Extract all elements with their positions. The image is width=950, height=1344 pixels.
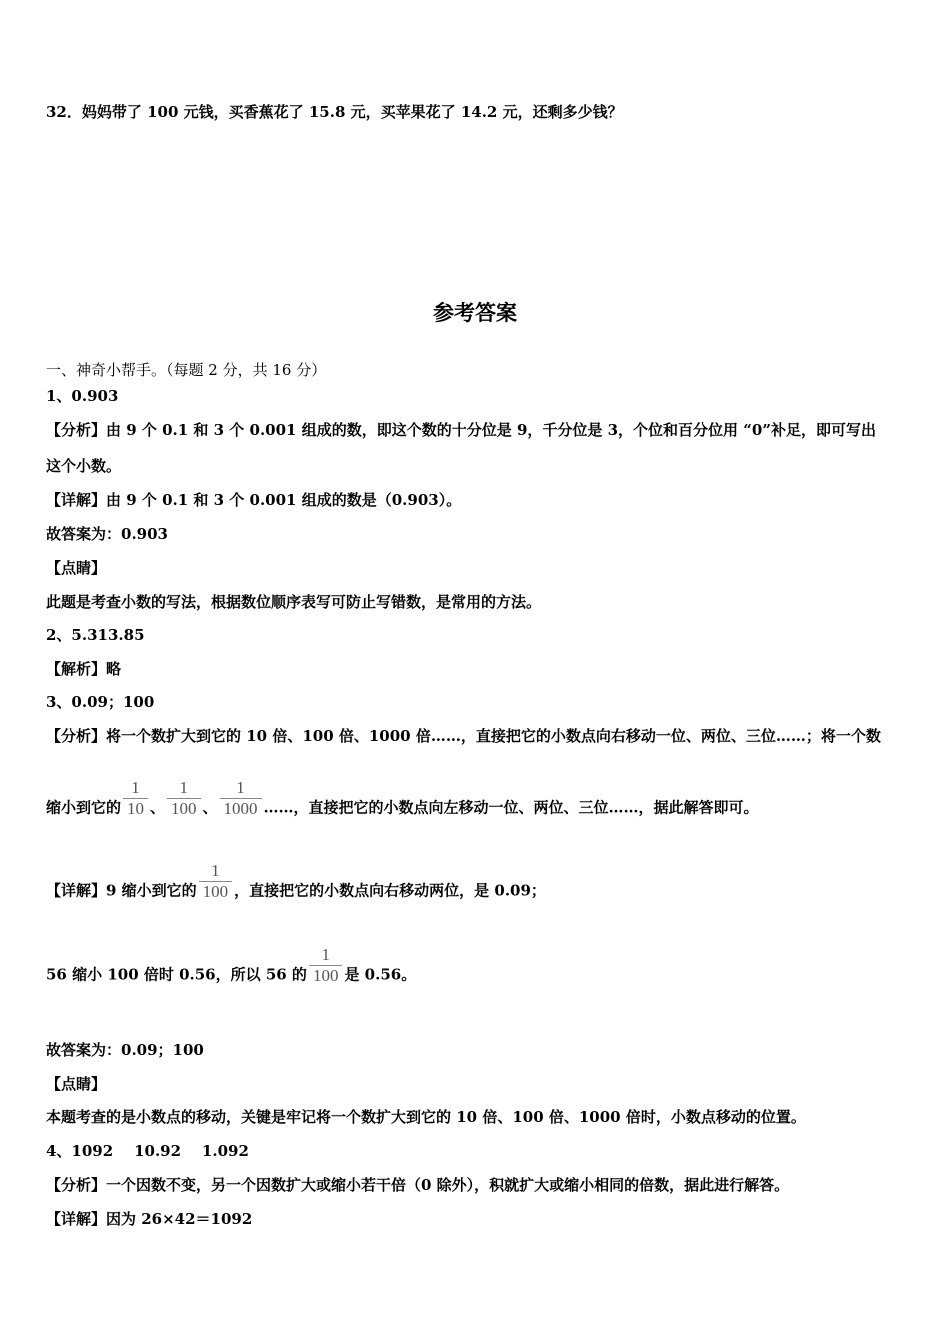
- fraction-numerator: 1: [199, 861, 233, 882]
- answer-3-analysis: 【分析】将一个数扩大到它的 10 倍、100 倍、1000 倍……，直接把它的小数点向右移动一位、两位、三位……；将一个数: [46, 727, 881, 745]
- text-fragment: ，直接把它的小数点向右移动两位，是 0.09；: [234, 881, 546, 900]
- answer-1-detail: 【详解】由 9 个 0.1 和 3 个 0.001 组成的数是（0.903）。: [46, 491, 462, 509]
- fraction-1-100: [309, 945, 343, 986]
- answer-3-detail: [46, 861, 906, 912]
- answer-1-comment: 此题是考查小数的写法，根据数位顺序表写可防止写错数，是常用的方法。: [46, 593, 542, 611]
- answer-1-analysis-cont: 这个小数。: [46, 457, 122, 475]
- fraction-numerator: 1: [220, 778, 262, 799]
- fraction-denominator: 1000: [223, 799, 258, 818]
- answer-3-detail-2: [46, 945, 906, 996]
- fraction-numerator: 1: [309, 945, 343, 966]
- separator: 、: [150, 798, 166, 817]
- answer-3-head: 3、0.09；100: [46, 693, 155, 711]
- fraction-denominator: 100: [171, 799, 197, 818]
- text-fragment: 56 缩小 100 倍时 0.56，所以 56 的: [46, 965, 307, 984]
- fraction-numerator: 1: [167, 778, 201, 799]
- text-fragment: ……，直接把它的小数点向左移动一位、两位、三位……，据此解答即可。: [263, 798, 759, 817]
- answer-1-conclusion: 故答案为：0.903: [46, 525, 168, 543]
- answer-2-head: 2、5.313.85: [46, 626, 145, 644]
- answer-4-detail: 【详解】因为 26×42＝1092: [46, 1210, 253, 1228]
- answer-3-analysis-fractions: [46, 778, 906, 829]
- section-heading: 一、神奇小帮手。（每题 2 分，共 16 分）: [46, 361, 327, 379]
- fraction-1-10: [123, 778, 148, 819]
- answers-title: 参考答案: [433, 300, 517, 325]
- text-fragment: 是 0.56。: [344, 965, 417, 984]
- separator: 、: [202, 798, 218, 817]
- fraction-1-100: [199, 861, 233, 902]
- answer-3-conclusion: 故答案为：0.09；100: [46, 1041, 204, 1059]
- answer-1-head: 1、0.903: [46, 387, 119, 405]
- fraction-denominator: 100: [202, 882, 229, 901]
- fraction-denominator: 10: [127, 799, 145, 818]
- answer-3-comment: 本题考查的是小数点的移动，关键是牢记将一个数扩大到它的 10 倍、100 倍、1000 倍时，小数点移动的位置。: [46, 1108, 806, 1126]
- answer-2-analysis: 【解析】略: [46, 660, 122, 678]
- fraction-1-1000: [220, 778, 262, 819]
- fraction-numerator: 1: [123, 778, 148, 799]
- question-32: 32．妈妈带了 100 元钱，买香蕉花了 15.8 元，买苹果花了 14.2 元，还剩多少钱？: [46, 103, 623, 121]
- answer-1-analysis: 【分析】由 9 个 0.1 和 3 个 0.001 组成的数，即这个数的十分位是 9，千分位是 3，个位和百分位用 “0”补足，即可写出: [46, 421, 876, 439]
- fraction-1-100: [167, 778, 201, 819]
- answer-1-comment-label: 【点睛】: [46, 559, 107, 577]
- answer-4-analysis: 【分析】一个因数不变，另一个因数扩大或缩小若干倍（0 除外），积就扩大或缩小相同的倍数，据此进行解答。: [46, 1176, 790, 1194]
- answer-4-head: 4、1092 10.92 1.092: [46, 1142, 249, 1160]
- text-fragment: 【详解】9 缩小到它的: [46, 881, 197, 900]
- text-fragment: 缩小到它的: [46, 798, 122, 817]
- fraction-denominator: 100: [312, 966, 339, 985]
- answer-3-comment-label: 【点睛】: [46, 1075, 107, 1093]
